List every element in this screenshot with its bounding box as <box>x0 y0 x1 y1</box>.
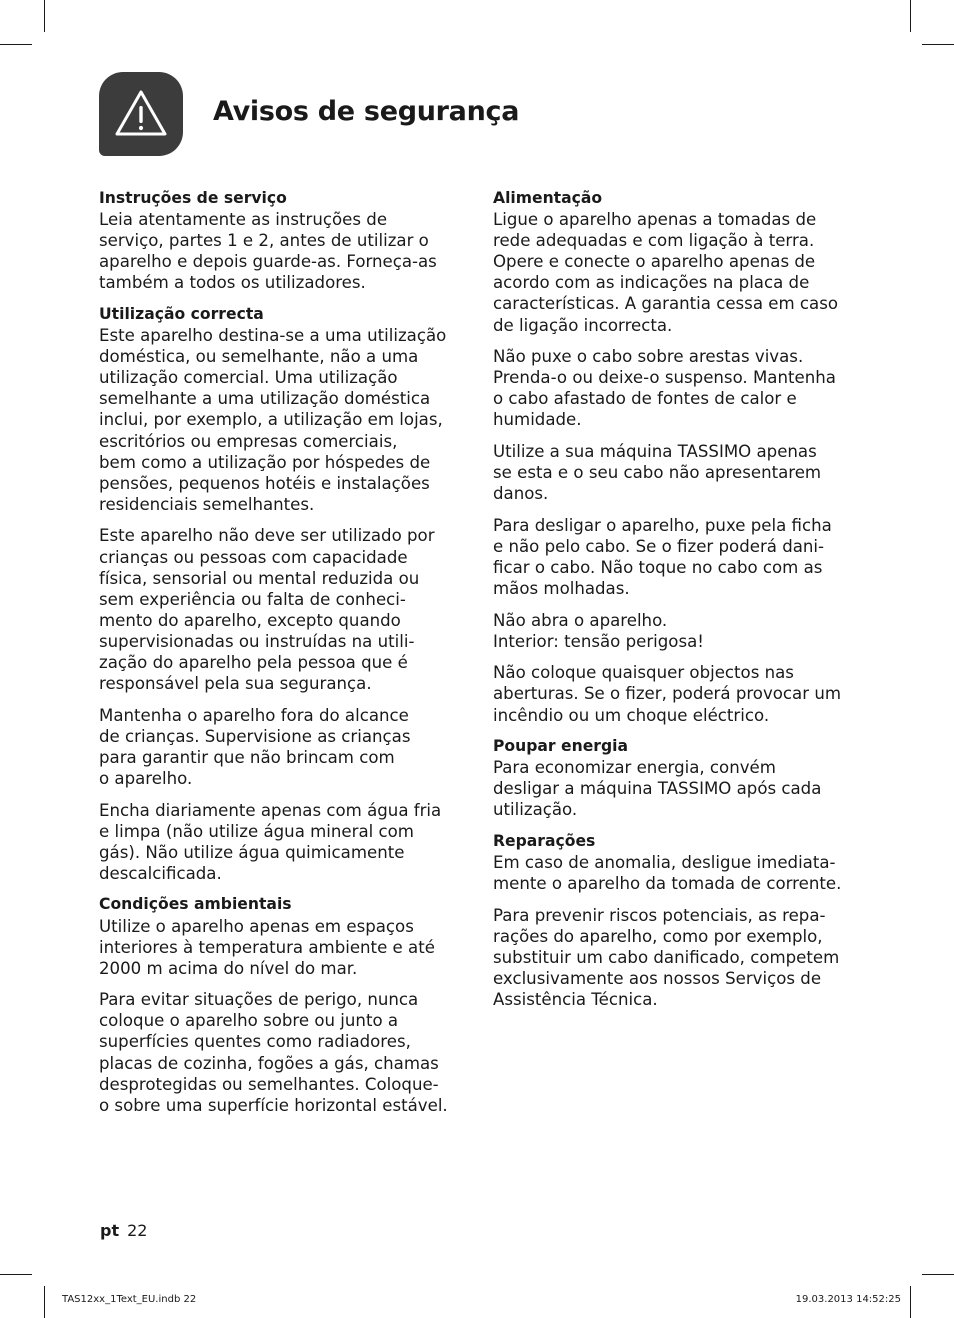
paragraph <box>99 325 469 515</box>
crop-mark <box>0 1274 32 1275</box>
text-line: incêndio ou um choque eléctrico. <box>493 705 770 725</box>
section <box>493 736 863 820</box>
language-code: pt <box>100 1221 120 1240</box>
text-line: para garantir que não brincam com <box>99 747 395 767</box>
text-line: Não puxe o cabo sobre arestas vivas. <box>493 347 804 367</box>
text-line: rações do aparelho, como por exemplo, <box>493 926 823 946</box>
text-line: superfícies quentes como radiadores, <box>99 1032 411 1052</box>
text-line: descalcificada. <box>99 863 222 883</box>
text-line: características. A garantia cessa em caso <box>493 294 839 314</box>
crop-mark <box>910 0 911 32</box>
text-line: interiores à temperatura ambiente e até <box>99 937 435 957</box>
text-line: utilização. <box>493 800 578 820</box>
crop-mark <box>0 44 32 45</box>
paragraph <box>99 525 469 694</box>
text-line: aparelho e depois guarde-as. Forneça-as <box>99 252 437 272</box>
text-line: acordo com as indicações na placa de <box>493 273 810 293</box>
crop-mark <box>922 44 954 45</box>
text-line: placas de cozinha, fogões a gás, chamas <box>99 1053 439 1073</box>
text-line: sem experiência ou falta de conheci- <box>99 589 406 609</box>
page-number-value: 22 <box>127 1221 148 1240</box>
paragraph <box>493 757 863 820</box>
text-line: Mantenha o aparelho fora do alcance <box>99 705 409 725</box>
paragraph <box>493 515 863 599</box>
paragraph <box>493 662 863 725</box>
text-line: Não abra o aparelho. <box>493 610 668 630</box>
text-line: Este aparelho não deve ser utilizado por <box>99 526 435 546</box>
text-line: Não coloque quaisquer objectos nas <box>493 663 794 683</box>
warning-icon-badge <box>99 72 183 156</box>
text-line: aberturas. Se o fizer, poderá provocar um <box>493 684 842 704</box>
paragraph <box>493 209 863 336</box>
text-line: física, sensorial ou mental reduzida ou <box>99 568 420 588</box>
warning-triangle-icon <box>111 84 171 144</box>
paragraph <box>493 610 863 652</box>
text-line: o sobre uma superfície horizontal estável. <box>99 1095 448 1115</box>
crop-mark <box>910 1286 911 1318</box>
text-line: doméstica, ou semelhante, não a uma <box>99 347 419 367</box>
text-line: substituir um cabo danificado, competem <box>493 948 840 967</box>
section <box>493 188 863 726</box>
text-line: bem como a utilização por hóspedes de <box>99 452 431 472</box>
print-timestamp: 19.03.2013 14:52:25 <box>795 1294 901 1305</box>
paragraph <box>99 989 469 1116</box>
text-line: exclusivamente aos nossos Serviços de <box>493 969 822 989</box>
text-line: Prenda-o ou deixe-o suspenso. Mantenha <box>493 368 836 388</box>
text-line: crianças ou pessoas com capacidade <box>99 547 408 567</box>
text-line: desligar a máquina TASSIMO após cada <box>493 779 822 799</box>
text-line: serviço, partes 1 e 2, antes de utilizar o <box>99 231 429 251</box>
text-line: escritórios ou empresas comerciais, <box>99 431 398 451</box>
text-line: Ligue o aparelho apenas a tomadas de <box>493 210 817 230</box>
text-line: residenciais semelhantes. <box>99 494 315 514</box>
section-heading: Alimentação <box>493 189 603 207</box>
crop-mark <box>44 0 45 32</box>
text-line: inclui, por exemplo, a utilização em lojas, <box>99 410 443 430</box>
text-line: Utilize a sua máquina TASSIMO apenas <box>493 442 817 462</box>
section-heading: Utilização correcta <box>99 304 264 323</box>
text-line: rede adequadas e com ligação à terra. <box>493 231 815 251</box>
section <box>99 304 469 884</box>
right-column <box>493 188 863 1021</box>
crop-mark <box>922 1274 954 1275</box>
text-line: Este aparelho destina-se a uma utilização <box>99 326 447 346</box>
text-line: Interior: tensão perigosa! <box>493 631 704 651</box>
text-line: Para economizar energia, convém <box>493 758 776 778</box>
text-line: Para prevenir riscos potenciais, as repa- <box>493 905 826 925</box>
paragraph <box>493 441 863 504</box>
page-title: Avisos de segurança <box>213 96 520 127</box>
text-line: o aparelho. <box>99 768 193 788</box>
text-line: mente o aparelho da tomada de corrente. <box>493 874 842 894</box>
text-line: responsável pela sua segurança. <box>99 674 372 694</box>
left-column <box>99 188 469 1126</box>
text-line: Para desligar o aparelho, puxe pela ficha <box>493 515 832 535</box>
text-line: e não pelo cabo. Se o fizer poderá dani- <box>493 536 825 556</box>
text-line: mento do aparelho, excepto quando <box>99 610 401 630</box>
section <box>493 831 863 1010</box>
text-line: também a todos os utilizadores. <box>99 273 366 293</box>
text-line: se esta e o seu cabo não apresentarem <box>493 463 822 483</box>
section <box>99 188 469 293</box>
text-line: o cabo afastado de fontes de calor e <box>493 389 797 409</box>
text-line: Para evitar situações de perigo, nunca <box>99 990 419 1010</box>
text-line: ficar o cabo. Não toque no cabo com as <box>493 558 823 577</box>
text-line: zação do aparelho pela pessoa que é <box>99 652 408 672</box>
section-heading: Instruções de serviço <box>99 189 287 207</box>
paragraph <box>99 800 469 884</box>
paragraph <box>99 209 469 293</box>
section-heading: Condições ambientais <box>99 895 292 914</box>
text-line: pensões, pequenos hotéis e instalações <box>99 473 430 493</box>
text-line: danos. <box>493 484 549 504</box>
paragraph <box>493 905 863 1010</box>
text-line: humidade. <box>493 410 582 430</box>
crop-mark <box>44 1286 45 1318</box>
text-line: Leia atentamente as instruções de <box>99 210 388 230</box>
paragraph <box>493 852 863 894</box>
section-heading: Poupar energia <box>493 737 629 756</box>
text-line: Utilize o aparelho apenas em espaços <box>99 916 414 936</box>
text-line: de crianças. Supervisione as crianças <box>99 726 411 746</box>
text-line: 2000 m acima do nível do mar. <box>99 958 358 978</box>
paragraph <box>99 916 469 979</box>
file-info: TAS12xx_1Text_EU.indb 22 <box>62 1294 197 1305</box>
text-line: de ligação incorrecta. <box>493 315 673 335</box>
text-line: e limpa (não utilize água mineral com <box>99 821 414 841</box>
text-line: Encha diariamente apenas com água fria <box>99 800 442 820</box>
text-line: mãos molhadas. <box>493 579 630 599</box>
text-line: Opere e conecte o aparelho apenas de <box>493 252 816 272</box>
text-line: supervisionadas ou instruídas na utili- <box>99 631 415 651</box>
text-line: gás). Não utilize água quimicamente <box>99 842 405 862</box>
section-heading: Reparações <box>493 832 596 851</box>
paragraph <box>493 346 863 430</box>
text-line: utilização comercial. Uma utilização <box>99 368 398 388</box>
page-number <box>100 1221 147 1240</box>
text-line: coloque o aparelho sobre ou junto a <box>99 1011 399 1031</box>
section <box>99 894 469 1115</box>
paragraph <box>99 705 469 789</box>
text-line: Em caso de anomalia, desligue imediata- <box>493 853 836 873</box>
text-line: Assistência Técnica. <box>493 990 658 1010</box>
text-line: semelhante a uma utilização doméstica <box>99 389 431 409</box>
text-line: desprotegidas ou semelhantes. Coloque- <box>99 1074 439 1094</box>
